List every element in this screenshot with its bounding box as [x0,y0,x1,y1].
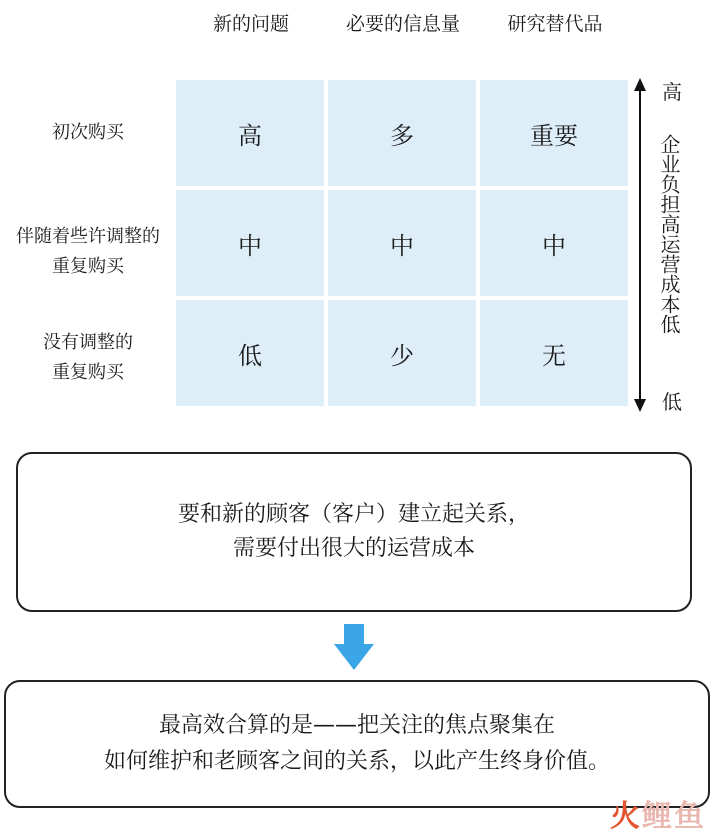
matrix-cell: 高 [176,80,324,186]
down-arrow-icon [334,624,374,670]
matrix-cell: 中 [328,190,476,296]
row-header-straight-rebuy [0,328,176,388]
axis-top-label: 高 [662,80,682,104]
matrix-cell: 低 [176,300,324,406]
watermark-part: 火 [610,799,642,834]
row-header-line: 重复购买 [52,362,124,383]
row-header-modified-rebuy [0,222,176,282]
cost-note-line: 需要付出很大的运营成本 [232,536,475,561]
matrix-cell: 重要 [480,80,628,186]
row-header-line: 伴随着些许调整的 [16,226,160,247]
double-arrow-axis-icon [632,78,648,412]
conclusion-box [4,680,710,808]
row-header-line: 重复购买 [52,256,124,277]
watermark-part: 鲤鱼 [642,799,706,834]
purchase-matrix [176,80,626,408]
column-header-alternatives: 研究替代品 [507,13,603,35]
cost-note-line: 要和新的顾客（客户）建立起关系， [177,502,530,527]
row-header-line: 初次购买 [52,122,124,143]
matrix-cell: 中 [176,190,324,296]
column-header-new-problem: 新的问题 [212,13,289,35]
column-header-info-needed: 必要的信息量 [345,13,460,35]
matrix-cell: 无 [480,300,628,406]
matrix-cell: 中 [480,190,628,296]
axis-title: 企业负担高运营成本低 [657,134,681,334]
watermark-logo [610,799,706,835]
conclusion-line: 最高效合算的是——把关注的焦点聚集在 [158,713,555,738]
matrix-cell: 多 [328,80,476,186]
conclusion-line: 如何维护和老顾客之间的关系，以此产生终身价值。 [103,749,610,774]
axis-bottom-label: 低 [662,390,682,414]
row-header-line: 没有调整的 [43,332,133,353]
cost-note-box [16,452,692,612]
matrix-cell: 少 [328,300,476,406]
row-header-first-purchase [0,118,176,148]
